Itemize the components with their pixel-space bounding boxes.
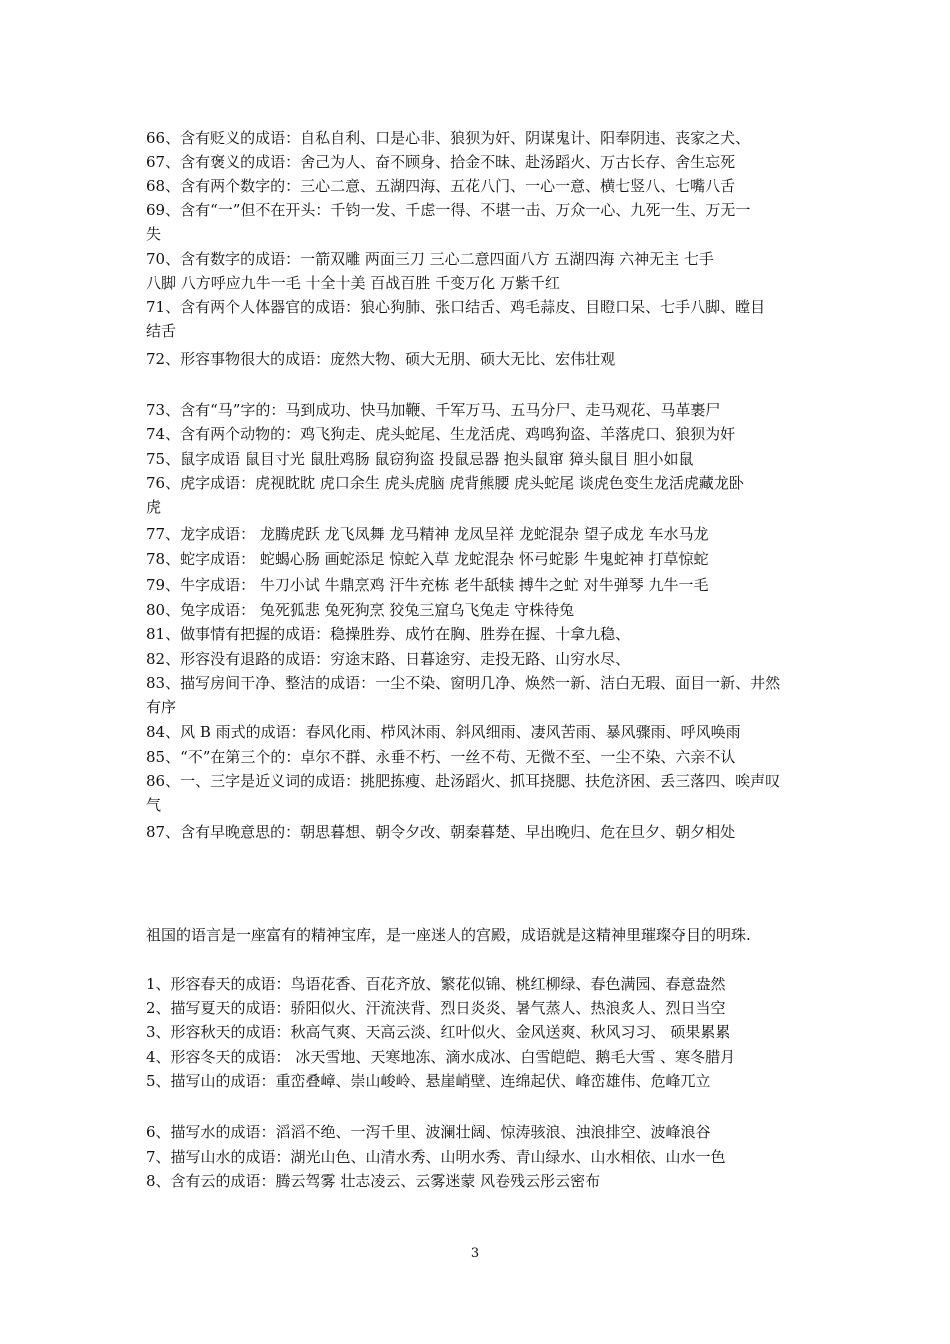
intro-paragraph: 祖国的语言是一座富有的精神宝库，是一座迷人的宫殿，成语就是这精神里璀璨夺目的明珠. (146, 926, 751, 944)
idiom-line-71-cont: 结舌 (146, 322, 177, 340)
season-line-2: 2、描写夏天的成语：骄阳似火、汗流浃背、烈日炎炎、暑气蒸人、热浪炙人、烈日当空 (146, 999, 726, 1017)
idiom-line-67: 67、含有褒义的成语：舍己为人、奋不顾身、拾金不昧、赴汤蹈火、万古长存、舍生忘死 (146, 153, 736, 171)
idiom-line-75: 75、鼠字成语 鼠目寸光 鼠肚鸡肠 鼠窃狗盗 投鼠忌器 抱头鼠窜 獐头鼠目 胆小如鼠 (146, 450, 694, 468)
idiom-line-87: 87、含有早晚意思的：朝思暮想、朝令夕改、朝秦暮楚、早出晚归、危在旦夕、朝夕相处 (146, 823, 736, 841)
idiom-line-69: 69、含有“一”但不在开头：千钧一发、千虑一得、不堪一击、万众一心、九死一生、万无一 (146, 201, 751, 219)
idiom-line-71: 71、含有两个人体器官的成语：狼心狗肺、张口结舌、鸡毛蒜皮、目瞪口呆、七手八脚、瞠目 (146, 298, 766, 316)
idiom-line-79: 79、牛字成语： 牛刀小试 牛鼎烹鸡 汗牛充栋 老牛舐犊 搏牛之虻 对牛弹琴 九牛一毛 (146, 576, 709, 594)
idiom-line-72: 72、形容事物很大的成语：庞然大物、硕大无朋、硕大无比、宏伟壮观 (146, 350, 616, 368)
idiom-line-86-cont: 气 (146, 796, 162, 814)
cloud-line-8: 8、含有云的成语：腾云驾雾 壮志凌云、云雾迷蒙 风卷残云彤云密布 (146, 1172, 601, 1190)
idiom-line-77: 77、龙字成语： 龙腾虎跃 龙飞凤舞 龙马精神 龙凤呈祥 龙蛇混杂 望子成龙 车水马龙 (146, 525, 709, 543)
season-line-4: 4、形容冬天的成语： 冰天雪地、天寒地冻、滴水成冰、白雪皑皑、鹅毛大雪 、寒冬腊月 (146, 1048, 736, 1066)
idiom-line-73: 73、含有“马”字的：马到成功、快马加鞭、千军万马、五马分尸、走马观花、马革裹尸 (146, 401, 721, 419)
idiom-line-80: 80、兔字成语： 兔死狐悲 兔死狗烹 狡兔三窟乌飞兔走 守株待兔 (146, 601, 575, 619)
idiom-line-85: 85、“不”在第三个的：卓尔不群、永垂不朽、一丝不苟、无微不至、一尘不染、六亲不认 (146, 748, 736, 766)
season-line-3: 3、形容秋天的成语：秋高气爽、天高云淡、红叶似火、金风送爽、秋风习习、 硕果累累 (146, 1023, 731, 1041)
idiom-line-66: 66、含有贬义的成语：自私自利、口是心非、狼狈为奸、阴谋鬼计、阳奉阴违、丧家之犬、 (146, 129, 751, 147)
idiom-line-70: 70、含有数字的成语：一箭双雕 两面三刀 三心二意四面八方 五湖四海 六神无主 七手 (146, 250, 714, 268)
idiom-line-83-cont: 有序 (146, 698, 177, 716)
landscape-line-7: 7、描写山水的成语：湖光山色、山清水秀、山明水秀、青山绿水、山水相依、山水一色 (146, 1148, 726, 1166)
idiom-line-74: 74、含有两个动物的：鸡飞狗走、虎头蛇尾、生龙活虎、鸡鸣狗盗、羊落虎口、狼狈为奸 (146, 425, 736, 443)
mountain-line-5: 5、描写山的成语：重峦叠嶂、崇山峻岭、悬崖峭壁、连绵起伏、峰峦雄伟、危峰兀立 (146, 1072, 711, 1090)
idiom-line-84: 84、风 B 雨式的成语：春风化雨、栉风沐雨、斜风细雨、凄风苦雨、暴风骤雨、呼风唤雨 (146, 723, 741, 741)
idiom-line-68: 68、含有两个数字的：三心二意、五湖四海、五花八门、一心一意、横七竖八、七嘴八舌 (146, 177, 736, 195)
idiom-line-78: 78、蛇字成语： 蛇蝎心肠 画蛇添足 惊蛇入草 龙蛇混杂 怀弓蛇影 牛鬼蛇神 打草惊蛇 (146, 550, 709, 568)
idiom-line-86: 86、一、三字是近义词的成语：挑肥拣瘦、赴汤蹈火、抓耳挠腮、扶危济困、丢三落四、唉声叹 (146, 772, 781, 790)
idiom-line-70-cont: 八脚 八方呼应九牛一毛 十全十美 百战百胜 千变万化 万紫千红 (146, 274, 560, 292)
idiom-line-76: 76、虎字成语：虎视眈眈 虎口余生 虎头虎脑 虎背熊腰 虎头蛇尾 谈虎色变生龙活虎藏龙卧 (146, 474, 744, 492)
idiom-line-83: 83、描写房间干净、整洁的成语：一尘不染、窗明几净、焕然一新、洁白无瑕、面目一新、井然 (146, 674, 781, 692)
idiom-line-69-cont: 失 (146, 225, 162, 243)
page-number: 3 (470, 1246, 480, 1261)
idiom-line-82: 82、形容没有退路的成语：穷途末路、日暮途穷、走投无路、山穷水尽、 (146, 650, 631, 668)
season-line-1: 1、形容春天的成语：鸟语花香、百花齐放、繁花似锦、桃红柳绿、春色满园、春意盎然 (146, 975, 726, 993)
idiom-line-81: 81、做事情有把握的成语：稳操胜券、成竹在胸、胜券在握、十拿九稳、 (146, 625, 631, 643)
water-line-6: 6、描写水的成语：滔滔不绝、一泻千里、波澜壮阔、惊涛骇浪、浊浪排空、波峰浪谷 (146, 1123, 711, 1141)
idiom-line-76-cont: 虎 (146, 498, 162, 516)
